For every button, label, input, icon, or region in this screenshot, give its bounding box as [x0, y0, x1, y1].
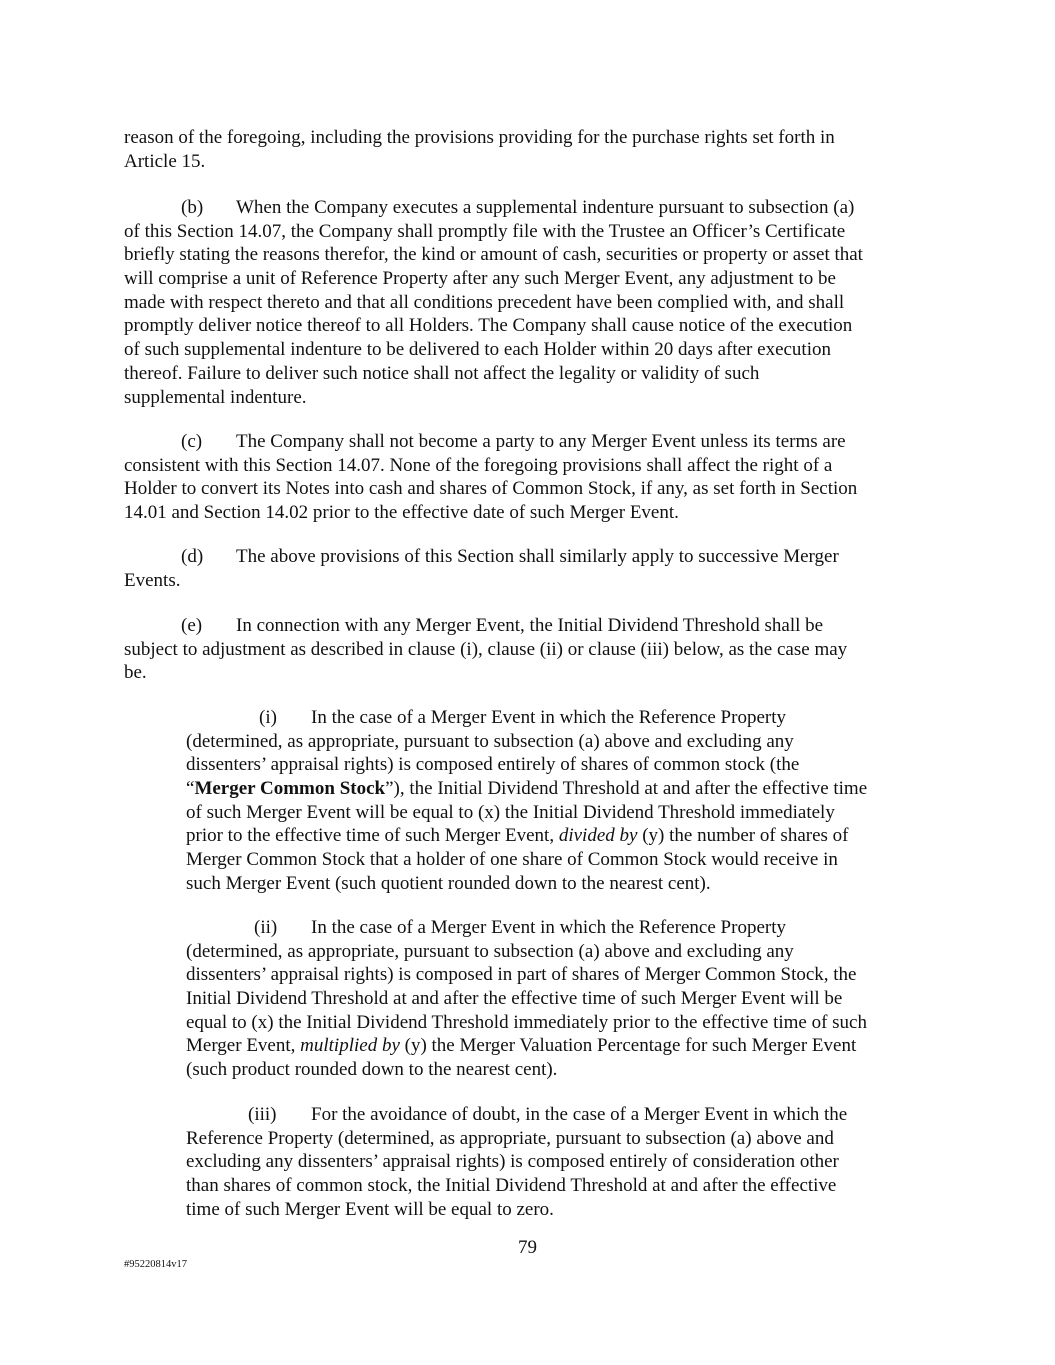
defined-term: Merger Common Stock — [194, 778, 386, 800]
text-line: than shares of common stock, the Initial Dividend Threshold at and after the effective — [186, 1175, 837, 1197]
text-line: time of such Merger Event will be equal to zero. — [186, 1198, 554, 1220]
document-id: #95220814v17 — [124, 1259, 187, 1270]
paragraph-e — [124, 614, 847, 685]
text-line — [124, 545, 839, 569]
text-segment: In the case of a Merger Event in which the Reference Property — [311, 707, 786, 728]
clause-i — [186, 706, 867, 896]
text-line: subject to adjustment as described in clause (i), clause (ii) or clause (iii) below, as the case may — [124, 638, 848, 660]
text-line: Events. — [124, 569, 181, 591]
text-line: Merger Common Stock that a holder of one share of Common Stock would receive in — [186, 849, 838, 871]
clause-ii — [186, 916, 867, 1082]
text-line — [124, 196, 863, 220]
text-segment: In connection with any Merger Event, the Initial Dividend Threshold shall be — [236, 615, 824, 636]
text-line: 14.01 and Section 14.02 prior to the effective date of such Merger Event. — [124, 502, 679, 524]
text-segment: Merger Event, — [186, 1035, 301, 1057]
page-number: 79 — [518, 1237, 537, 1258]
text-line: of such supplemental indenture to be delivered to each Holder within 20 days after execution — [124, 339, 831, 361]
paragraph-d — [124, 545, 839, 592]
text-line: promptly deliver notice thereof to all Holders. The Company shall cause notice of the execution — [124, 315, 853, 337]
text-line: excluding any dissenters’ appraisal rights) is composed entirely of consideration other — [186, 1151, 839, 1173]
text-segment: ”), the Initial Dividend Threshold at and after the effective time — [385, 778, 868, 800]
text-segment: (y) the Merger Valuation Percentage for such Merger Event — [399, 1035, 857, 1057]
text-line — [186, 1034, 867, 1058]
text-line: thereof. Failure to deliver such notice shall not affect the legality or validity of such — [124, 362, 760, 384]
text-line: briefly stating the reasons therefor, the kind or amount of cash, securities or property or asset that — [124, 244, 863, 266]
text-line — [186, 916, 867, 940]
text-segment: When the Company executes a supplemental indenture pursuant to subsection (a) — [236, 197, 855, 218]
text-line: supplemental indenture. — [124, 386, 307, 408]
paragraph-label: (b) — [181, 197, 204, 218]
clause-iii — [186, 1103, 847, 1221]
text-line: Article 15. — [124, 150, 206, 172]
paragraph-label: (d) — [181, 546, 204, 567]
text-line: Initial Dividend Threshold at and after the effective time of such Merger Event will be — [186, 988, 843, 1010]
text-line — [186, 777, 867, 801]
clause-label: (i) — [259, 707, 277, 728]
text-line — [124, 430, 857, 454]
text-line — [186, 1103, 847, 1127]
paragraph-label: (e) — [181, 615, 203, 636]
text-line: Reference Property (determined, as appropriate, pursuant to subsection (a) above and — [186, 1127, 834, 1149]
text-line: consistent with this Section 14.07. None of the foregoing provisions shall affect the right of a — [124, 454, 833, 476]
open-quote: “ — [186, 778, 195, 800]
text-line — [186, 824, 867, 848]
text-line: such Merger Event (such quotient rounded down to the nearest cent). — [186, 872, 711, 894]
text-line: be. — [124, 662, 147, 684]
text-line: Holder to convert its Notes into cash and shares of Common Stock, if any, as set forth in Section — [124, 478, 858, 500]
paragraph-b — [124, 196, 863, 409]
paragraph-label: (c) — [181, 431, 203, 452]
text-segment: For the avoidance of doubt, in the case of a Merger Event in which the — [311, 1104, 848, 1125]
text-segment: The above provisions of this Section shall similarly apply to successive Merger — [236, 546, 839, 567]
text-line: reason of the foregoing, including the provisions providing for the purchase rights set forth in — [124, 127, 835, 148]
text-segment: In the case of a Merger Event in which the Reference Property — [311, 917, 786, 938]
text-segment: (y) the number of shares of — [637, 825, 849, 847]
text-line: (determined, as appropriate, pursuant to subsection (a) above and excluding any — [186, 940, 794, 962]
text-segment: The Company shall not become a party to any Merger Event unless its terms are — [236, 431, 846, 452]
italic-term: multiplied by — [300, 1035, 400, 1057]
text-line: of such Merger Event will be equal to (x) the Initial Dividend Threshold immediately — [186, 801, 835, 823]
paragraph-c — [124, 430, 857, 525]
text-line: (determined, as appropriate, pursuant to subsection (a) above and excluding any — [186, 730, 794, 752]
text-line — [124, 614, 847, 638]
text-line: will comprise a unit of Reference Property after any such Merger Event, any adjustment to be — [124, 268, 836, 290]
text-line — [186, 706, 867, 730]
text-line: dissenters’ appraisal rights) is composed in part of shares of Merger Common Stock, the — [186, 964, 857, 986]
clause-label: (ii) — [254, 917, 278, 938]
italic-term: divided by — [558, 825, 638, 847]
text-segment: prior to the effective time of such Merger Event, — [186, 825, 559, 847]
text-line: (such product rounded down to the nearest cent). — [186, 1059, 558, 1081]
text-line: equal to (x) the Initial Dividend Threshold immediately prior to the effective time of such — [186, 1011, 867, 1033]
text-line: of this Section 14.07, the Company shall promptly file with the Trustee an Officer’s Certificate — [124, 220, 846, 242]
clause-label: (iii) — [248, 1104, 277, 1125]
text-line: dissenters’ appraisal rights) is composed entirely of shares of common stock (the — [186, 754, 800, 776]
text-line: made with respect thereto and that all conditions precedent have been complied with, and shall — [124, 291, 845, 313]
continuation-paragraph — [124, 126, 835, 173]
